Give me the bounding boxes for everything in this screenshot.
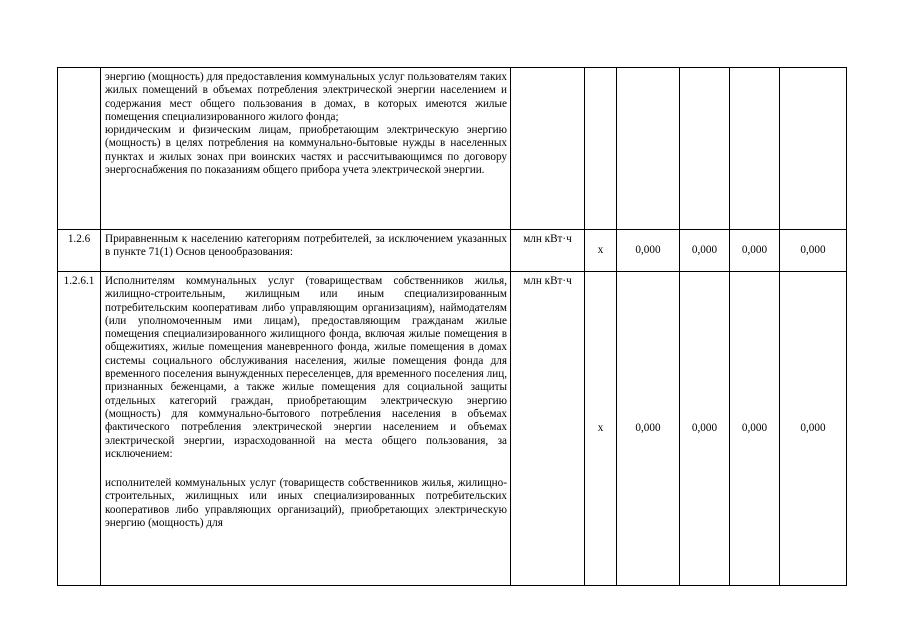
description-paragraph: юридическим и физическим лицам, приобретающим электрическую энергию (мощность) в целях потребления на коммунально-бытовые нужды в населенных пунктах и жилых зонах при воинских частях и рассчитывающимся по договору энергоснабжения по показаниям общего прибора учета электрической энергии. [105,124,507,177]
table-row [58,68,847,230]
row-description [101,230,511,272]
value-cell-1: x [585,230,617,272]
value-cell-4: 0,000 [730,230,780,272]
unit-label: млн кВт·ч [523,233,572,245]
unit-cell [511,230,585,272]
value-cell-3 [680,68,730,230]
row-description [101,68,511,230]
unit-label: млн кВт·ч [523,275,572,287]
value-cell-4: 0,000 [730,272,780,586]
row-number [58,68,101,230]
unit-cell [511,68,585,230]
value-cell-5: 0,000 [780,272,847,586]
value-cell-2: 0,000 [617,230,680,272]
description-paragraph: исполнителей коммунальных услуг (товариществ собственников жилья, жилищно-строительных, жилищных или иных специализированных потребительских кооперативов либо управляющих организаций), приобретающих электрическую энергию (мощность) для [105,477,507,530]
table-row [58,230,847,272]
description-paragraph: Исполнителям коммунальных услуг (товариществам собственников жилья, жилищно-строительным, жилищным или иным специализированным потребительским кооперативам либо управляющим организациям), наймодателям (или уполномоченным ими лицам), предоставляющим гражданам жилые помещения специализированного жилищного фонда, включая жилые помещения в общежитиях, жилые помещения маневренного фонда, жилые помещения в домах системы социального обслуживания населения, жилые помещения фонда для временного поселения вынужденных переселенцев, для временного поселения лиц, признанных беженцами, а также жилые помещения для социальной защиты отдельных категорий граждан, приобретающим электрическую энергию (мощность) для коммунально-бытового потребления населения в объемах фактического потребления электрической энергии населением и объемах электрической энергии, израсходованной на места общего пользования, за исключением: [105,275,507,460]
value-cell-4 [730,68,780,230]
row-description [101,272,511,586]
table-row [58,272,847,586]
value-cell-5 [780,68,847,230]
tariff-table [57,67,847,586]
value-cell-2 [617,68,680,230]
row-number: 1.2.6 [58,230,101,272]
description-paragraph: энергию (мощность) для предоставления коммунальных услуг пользователям таких жилых помещений в объемах потребления электрической энергии населением и содержания мест общего пользования в домах, в которых имеются жилые помещения специализированного жилого фонда; [105,71,507,123]
unit-label [511,68,584,71]
value-cell-3: 0,000 [680,272,730,586]
description-paragraph: Приравненным к населению категориям потребителей, за исключением указанных в пункте 71(1) Основ ценообразования: [105,233,507,259]
unit-cell [511,272,585,586]
value-cell-1 [585,68,617,230]
value-cell-3: 0,000 [680,230,730,272]
value-cell-2: 0,000 [617,272,680,586]
value-cell-1: x [585,272,617,586]
row-number: 1.2.6.1 [58,272,101,586]
value-cell-5: 0,000 [780,230,847,272]
